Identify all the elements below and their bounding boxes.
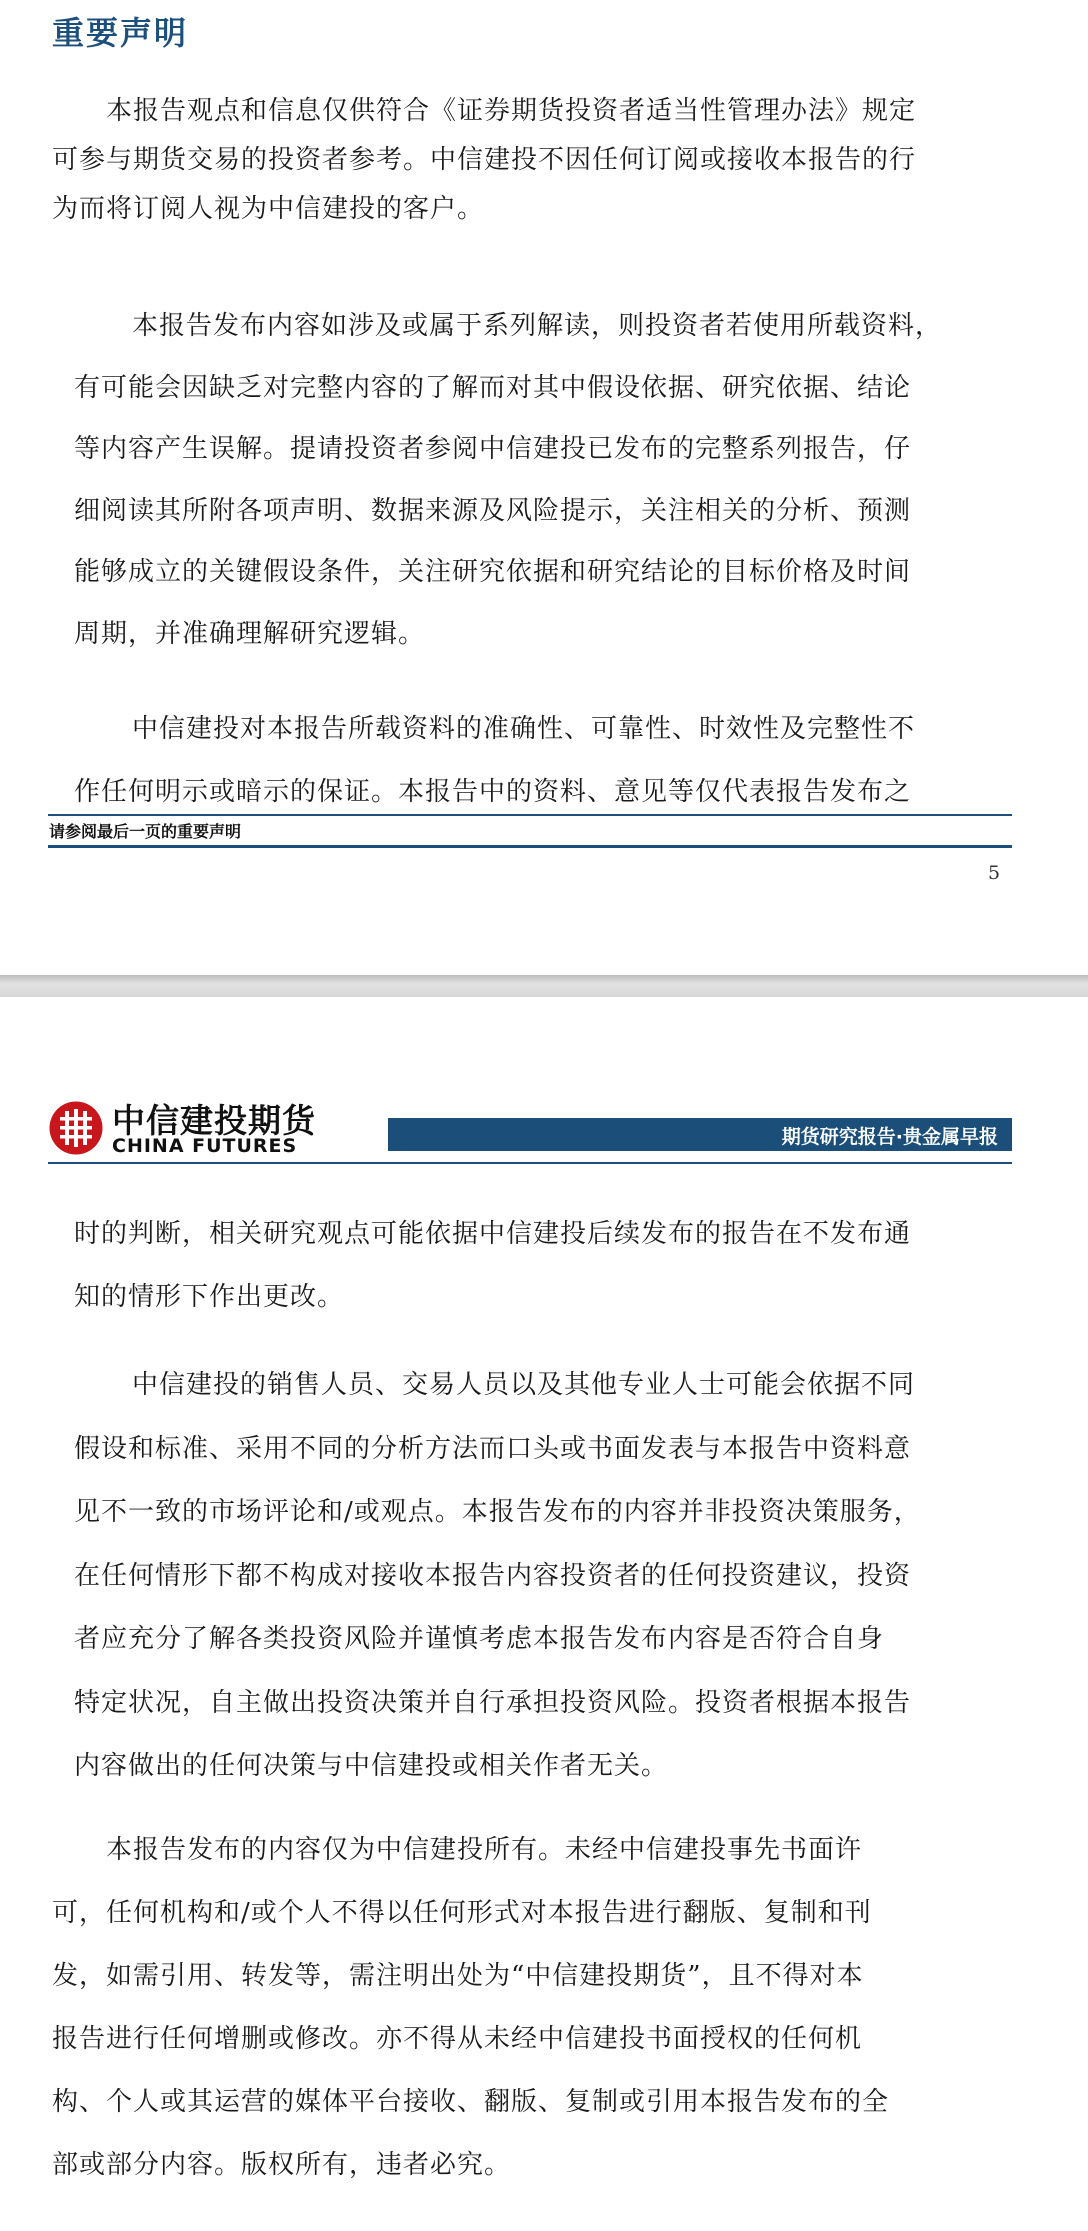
paragraph-line: 本报告发布的内容仅为中信建投所有。未经中信建投事先书面许 bbox=[106, 1835, 863, 1865]
china-futures-logo-icon bbox=[48, 1100, 104, 1156]
paragraph-line: 为而将订阅人视为中信建投的客户。 bbox=[52, 194, 485, 224]
paragraph-line: 见不一致的市场评论和/或观点。本报告发布的内容并非投资决策服务， bbox=[74, 1497, 921, 1527]
paragraph-line: 中信建投对本报告所载资料的准确性、可靠性、时效性及完整性不 bbox=[132, 714, 916, 744]
disclaimer-paragraph bbox=[74, 296, 942, 665]
paragraph-line: 报告进行任何增删或修改。亦不得从未经中信建投书面授权的任何机 bbox=[52, 2024, 863, 2054]
footer-rule-bottom bbox=[48, 845, 1012, 848]
paragraph-line: 中信建投的销售人员、交易人员以及其他专业人士可能会依据不同 bbox=[132, 1370, 916, 1400]
document-page-6 bbox=[0, 997, 1088, 2231]
paragraph-line: 可，任何机构和/或个人不得以任何形式对本报告进行翻版、复制和刊 bbox=[52, 1898, 872, 1928]
document-page-5 bbox=[0, 0, 1088, 975]
paragraph-line: 时的判断，相关研究观点可能依据中信建投后续发布的报告在不发布通 bbox=[74, 1219, 912, 1249]
paragraph-line: 本报告发布内容如涉及或属于系列解读，则投资者若使用所载资料， bbox=[132, 311, 943, 341]
paragraph-line: 可参与期货交易的投资者参考。中信建投不因任何订阅或接收本报告的行 bbox=[52, 145, 917, 175]
brand-name-cn: 中信建投期货 bbox=[112, 1101, 316, 1140]
paragraph-line: 有可能会因缺乏对完整内容的了解而对其中假设依据、研究依据、结论 bbox=[74, 372, 912, 403]
disclaimer-title: 重要声明 bbox=[52, 14, 189, 52]
paragraph-line: 部或部分内容。版权所有，违者必究。 bbox=[52, 2150, 512, 2180]
paragraph-line: 细阅读其所附各项声明、数据来源及风险提示，关注相关的分析、预测 bbox=[74, 495, 912, 526]
header-rule bbox=[48, 1162, 1012, 1164]
paragraph-line: 知的情形下作出更改。 bbox=[74, 1282, 345, 1312]
brand-name-en: CHINA FUTURES bbox=[112, 1135, 298, 1157]
paragraph-line: 周期，并准确理解研究逻辑。 bbox=[74, 618, 426, 649]
report-type-band bbox=[388, 1118, 1012, 1151]
paragraph-line: 能够成立的关键假设条件，关注研究依据和研究结论的目标价格及时间 bbox=[74, 557, 912, 587]
page-number: 5 bbox=[988, 862, 1001, 884]
paragraph-line: 特定状况，自主做出投资决策并自行承担投资风险。投资者根据本报告 bbox=[74, 1687, 912, 1718]
paragraph-line: 内容做出的任何决策与中信建投或相关作者无关。 bbox=[74, 1751, 669, 1781]
disclaimer-paragraph bbox=[74, 1203, 911, 1329]
footer-rule-top bbox=[48, 814, 1012, 816]
page-separator bbox=[0, 975, 1088, 997]
disclaimer-paragraph bbox=[74, 1354, 921, 1799]
paragraph-line: 假设和标准、采用不同的分析方法而口头或书面发表与本报告中资料意 bbox=[74, 1433, 912, 1464]
paragraph-line: 在任何情形下都不构成对接收本报告内容投资者的任何投资建议，投资 bbox=[74, 1560, 912, 1591]
paragraph-line: 作任何明示或暗示的保证。本报告中的资料、意见等仅代表报告发布之 bbox=[74, 777, 912, 807]
report-type-label: 期货研究报告·贵金属早报 bbox=[781, 1126, 998, 1148]
footer-note: 请参阅最后一页的重要声明 bbox=[49, 822, 242, 841]
paragraph-line: 者应充分了解各类投资风险并谨慎考虑本报告发布内容是否符合自身 bbox=[74, 1624, 885, 1654]
paragraph-line: 构、个人或其运营的媒体平台接收、翻版、复制或引用本报告发布的全 bbox=[52, 2087, 890, 2117]
disclaimer-paragraph bbox=[74, 698, 915, 824]
disclaimer-paragraph bbox=[52, 1819, 889, 2197]
paragraph-line: 等内容产生误解。提请投资者参阅中信建投已发布的完整系列报告，仔 bbox=[74, 434, 912, 464]
disclaimer-paragraph bbox=[52, 87, 916, 234]
paragraph-line: 本报告观点和信息仅供符合《证券期货投资者适当性管理办法》规定 bbox=[106, 96, 917, 126]
paragraph-line: 发，如需引用、转发等，需注明出处为“中信建投期货”，且不得对本 bbox=[52, 1961, 864, 1991]
